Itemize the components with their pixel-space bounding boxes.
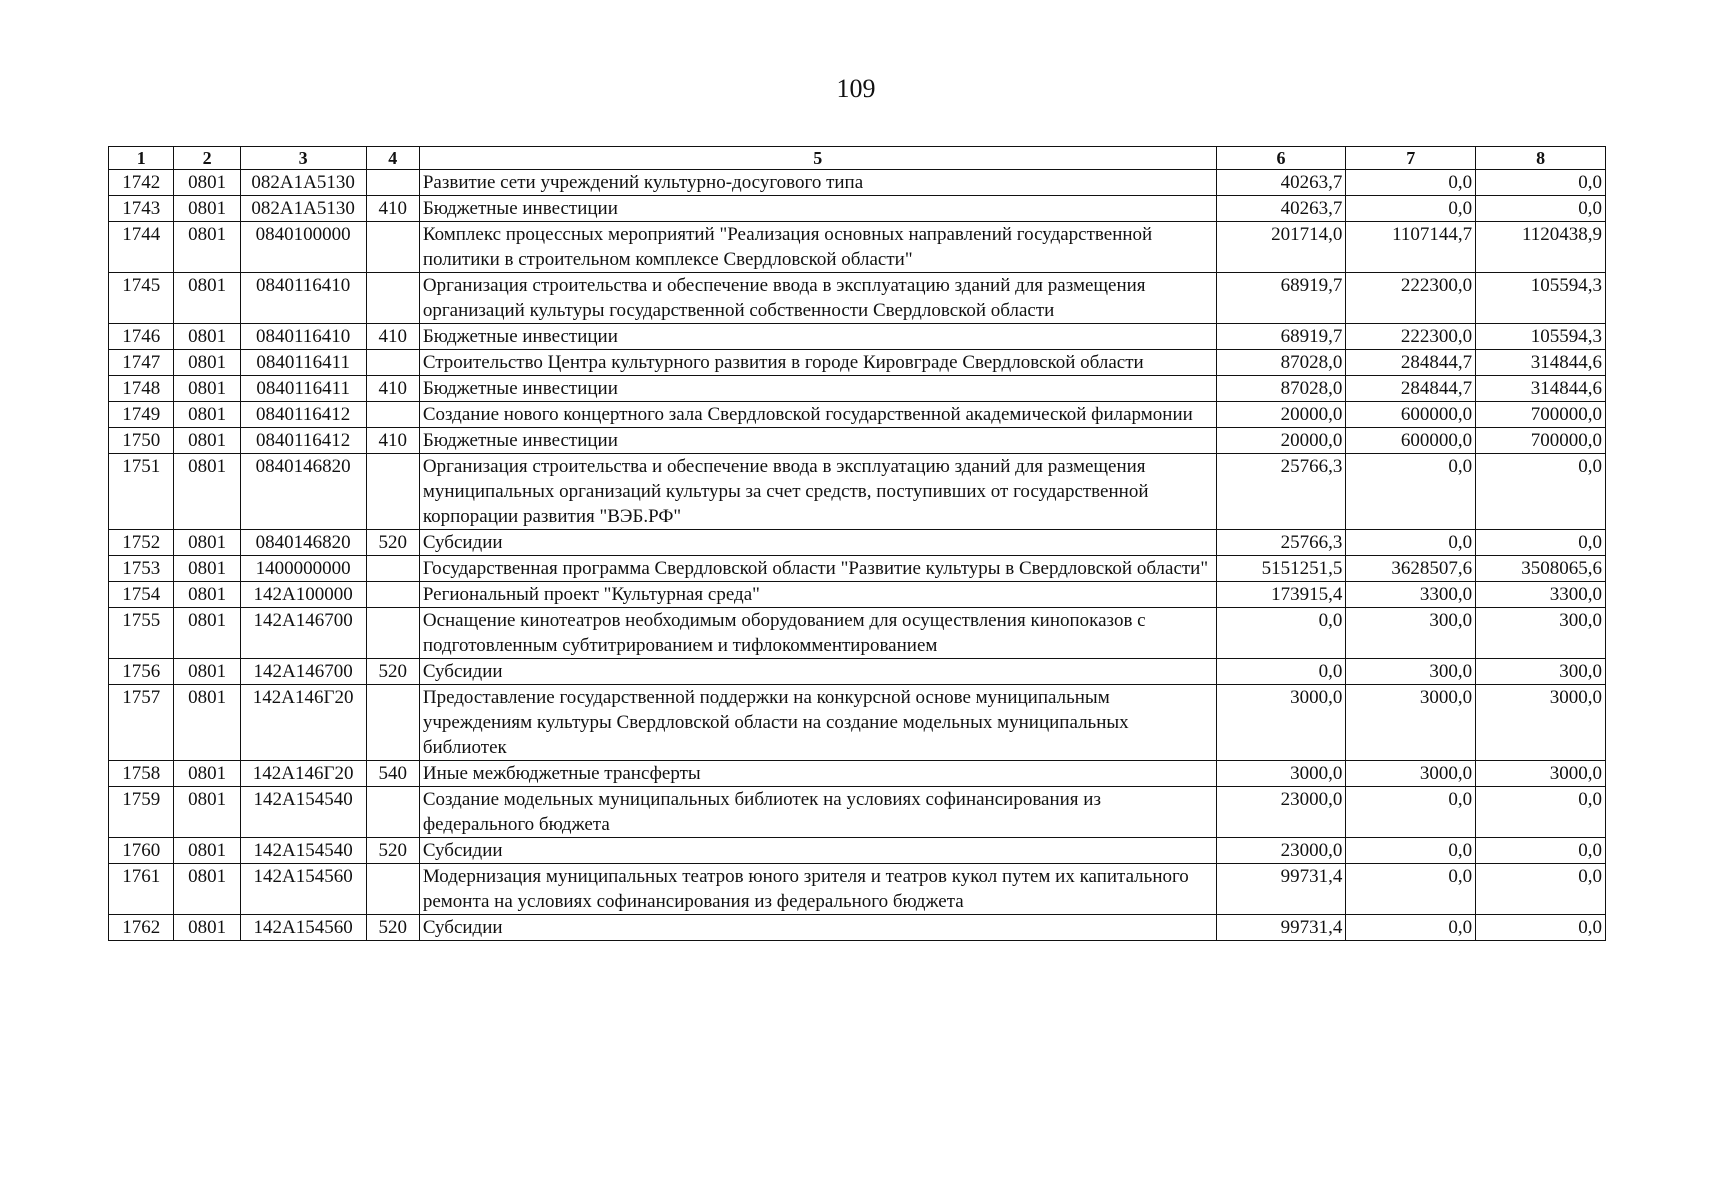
amount-col-6: 5151251,5: [1216, 556, 1346, 582]
section-code: 0801: [174, 273, 240, 324]
table-row: [109, 454, 1606, 530]
expense-type-code: 410: [366, 428, 419, 454]
table-row: [109, 582, 1606, 608]
amount-col-8: 300,0: [1476, 659, 1606, 685]
amount-col-7: 0,0: [1346, 838, 1476, 864]
expense-type-code: [366, 454, 419, 530]
amount-col-8: 700000,0: [1476, 428, 1606, 454]
target-article-code: 142A154560: [240, 864, 366, 915]
target-article-code: 0840146820: [240, 454, 366, 530]
target-article-code: 082A1A5130: [240, 170, 366, 196]
row-number: 1744: [109, 222, 174, 273]
target-article-code: 082A1A5130: [240, 196, 366, 222]
section-code: 0801: [174, 685, 240, 761]
amount-col-7: 0,0: [1346, 196, 1476, 222]
amount-col-7: 222300,0: [1346, 273, 1476, 324]
row-number: 1755: [109, 608, 174, 659]
table-row: [109, 685, 1606, 761]
amount-col-8: 3300,0: [1476, 582, 1606, 608]
expense-type-code: [366, 222, 419, 273]
amount-col-7: 0,0: [1346, 915, 1476, 941]
amount-col-6: 99731,4: [1216, 915, 1346, 941]
table-row: [109, 659, 1606, 685]
table-row: [109, 222, 1606, 273]
section-code: 0801: [174, 582, 240, 608]
row-number: 1760: [109, 838, 174, 864]
row-number: 1754: [109, 582, 174, 608]
amount-col-8: 0,0: [1476, 787, 1606, 838]
amount-col-8: 105594,3: [1476, 273, 1606, 324]
row-number: 1747: [109, 350, 174, 376]
page-number: 109: [836, 74, 876, 103]
amount-col-7: 0,0: [1346, 530, 1476, 556]
target-article-code: 0840116410: [240, 324, 366, 350]
table-row: [109, 915, 1606, 941]
amount-col-6: 25766,3: [1216, 530, 1346, 556]
amount-col-6: 173915,4: [1216, 582, 1346, 608]
section-code: 0801: [174, 864, 240, 915]
target-article-code: 0840116412: [240, 428, 366, 454]
table-row: [109, 864, 1606, 915]
amount-col-6: 23000,0: [1216, 838, 1346, 864]
amount-col-7: 300,0: [1346, 659, 1476, 685]
row-number: 1753: [109, 556, 174, 582]
expense-type-code: [366, 402, 419, 428]
section-code: 0801: [174, 428, 240, 454]
amount-col-8: 0,0: [1476, 530, 1606, 556]
expense-type-code: [366, 582, 419, 608]
expense-type-code: 520: [366, 915, 419, 941]
amount-col-8: 3508065,6: [1476, 556, 1606, 582]
header-row: [109, 147, 1606, 170]
row-number: 1756: [109, 659, 174, 685]
expense-type-code: [366, 350, 419, 376]
description-cell: Региональный проект "Культурная среда": [419, 582, 1216, 608]
section-code: 0801: [174, 608, 240, 659]
expense-type-code: 520: [366, 659, 419, 685]
description-cell: Государственная программа Свердловской области "Развитие культуры в Свердловской области": [419, 556, 1216, 582]
amount-col-7: 284844,7: [1346, 350, 1476, 376]
amount-col-7: 0,0: [1346, 454, 1476, 530]
row-number: 1751: [109, 454, 174, 530]
amount-col-8: 0,0: [1476, 864, 1606, 915]
amount-col-7: 0,0: [1346, 787, 1476, 838]
description-cell: Комплекс процессных мероприятий "Реализация основных направлений государственной политики в строительном комплексе Свердловской области": [419, 222, 1216, 273]
section-code: 0801: [174, 530, 240, 556]
table-row: [109, 350, 1606, 376]
table-body: [109, 170, 1606, 941]
description-cell: Организация строительства и обеспечение ввода в эксплуатацию зданий для размещения муниципальных организаций культуры за счет средств, поступивших от государственной корпорации развития "ВЭБ.РФ": [419, 454, 1216, 530]
description-cell: Бюджетные инвестиции: [419, 196, 1216, 222]
amount-col-7: 3000,0: [1346, 761, 1476, 787]
amount-col-7: 300,0: [1346, 608, 1476, 659]
expense-type-code: 520: [366, 530, 419, 556]
amount-col-6: 87028,0: [1216, 350, 1346, 376]
description-cell: Оснащение кинотеатров необходимым оборудованием для осуществления кинопоказов с подготовленным субтитрированием и тифлокомментированием: [419, 608, 1216, 659]
amount-col-7: 222300,0: [1346, 324, 1476, 350]
column-header: 8: [1476, 147, 1606, 170]
description-cell: Субсидии: [419, 659, 1216, 685]
description-cell: Создание модельных муниципальных библиотек на условиях софинансирования из федерального бюджета: [419, 787, 1216, 838]
table-row: [109, 428, 1606, 454]
table-row: [109, 556, 1606, 582]
expense-type-code: [366, 787, 419, 838]
expense-type-code: [366, 556, 419, 582]
target-article-code: 142A100000: [240, 582, 366, 608]
expense-type-code: 410: [366, 376, 419, 402]
amount-col-6: 68919,7: [1216, 273, 1346, 324]
table-row: [109, 761, 1606, 787]
description-cell: Организация строительства и обеспечение ввода в эксплуатацию зданий для размещения организаций культуры государственной собственности Свердловской области: [419, 273, 1216, 324]
amount-col-8: 700000,0: [1476, 402, 1606, 428]
amount-col-8: 0,0: [1476, 915, 1606, 941]
description-cell: Модернизация муниципальных театров юного зрителя и театров кукол путем их капитального ремонта на условиях софинансирования из федерального бюджета: [419, 864, 1216, 915]
expense-type-code: [366, 170, 419, 196]
target-article-code: 142A146Г20: [240, 685, 366, 761]
amount-col-6: 20000,0: [1216, 402, 1346, 428]
amount-col-6: 25766,3: [1216, 454, 1346, 530]
section-code: 0801: [174, 324, 240, 350]
section-code: 0801: [174, 838, 240, 864]
amount-col-8: 300,0: [1476, 608, 1606, 659]
target-article-code: 142A154540: [240, 787, 366, 838]
target-article-code: 0840116411: [240, 350, 366, 376]
expense-type-code: 410: [366, 196, 419, 222]
description-cell: Субсидии: [419, 838, 1216, 864]
amount-col-7: 1107144,7: [1346, 222, 1476, 273]
description-cell: Бюджетные инвестиции: [419, 324, 1216, 350]
section-code: 0801: [174, 659, 240, 685]
amount-col-6: 40263,7: [1216, 196, 1346, 222]
amount-col-7: 0,0: [1346, 864, 1476, 915]
table-row: [109, 170, 1606, 196]
expense-type-code: [366, 685, 419, 761]
row-number: 1742: [109, 170, 174, 196]
amount-col-6: 87028,0: [1216, 376, 1346, 402]
description-cell: Субсидии: [419, 915, 1216, 941]
amount-col-7: 3628507,6: [1346, 556, 1476, 582]
amount-col-8: 3000,0: [1476, 761, 1606, 787]
table-row: [109, 608, 1606, 659]
target-article-code: 0840116410: [240, 273, 366, 324]
amount-col-8: 0,0: [1476, 838, 1606, 864]
target-article-code: 142A146Г20: [240, 761, 366, 787]
row-number: 1762: [109, 915, 174, 941]
target-article-code: 1400000000: [240, 556, 366, 582]
row-number: 1750: [109, 428, 174, 454]
table-row: [109, 787, 1606, 838]
description-cell: Предоставление государственной поддержки на конкурсной основе муниципальным учреждениям культуры Свердловской области на создание модельных муниципальных библиотек: [419, 685, 1216, 761]
description-cell: Создание нового концертного зала Свердловской государственной академической филармонии: [419, 402, 1216, 428]
section-code: 0801: [174, 915, 240, 941]
row-number: 1761: [109, 864, 174, 915]
table-row: [109, 324, 1606, 350]
column-header: 7: [1346, 147, 1476, 170]
amount-col-8: 105594,3: [1476, 324, 1606, 350]
column-header: 1: [109, 147, 174, 170]
target-article-code: 0840116411: [240, 376, 366, 402]
expense-type-code: 410: [366, 324, 419, 350]
description-cell: Субсидии: [419, 530, 1216, 556]
table-row: [109, 196, 1606, 222]
section-code: 0801: [174, 556, 240, 582]
amount-col-6: 3000,0: [1216, 685, 1346, 761]
section-code: 0801: [174, 350, 240, 376]
amount-col-8: 3000,0: [1476, 685, 1606, 761]
amount-col-6: 99731,4: [1216, 864, 1346, 915]
table-row: [109, 838, 1606, 864]
row-number: 1759: [109, 787, 174, 838]
amount-col-7: 3000,0: [1346, 685, 1476, 761]
amount-col-7: 3300,0: [1346, 582, 1476, 608]
section-code: 0801: [174, 222, 240, 273]
amount-col-6: 0,0: [1216, 659, 1346, 685]
row-number: 1746: [109, 324, 174, 350]
expense-type-code: [366, 608, 419, 659]
column-header: 4: [366, 147, 419, 170]
row-number: 1745: [109, 273, 174, 324]
table-row: [109, 402, 1606, 428]
amount-col-8: 0,0: [1476, 454, 1606, 530]
amount-col-8: 0,0: [1476, 170, 1606, 196]
amount-col-6: 20000,0: [1216, 428, 1346, 454]
section-code: 0801: [174, 196, 240, 222]
description-cell: Строительство Центра культурного развития в городе Кировграде Свердловской области: [419, 350, 1216, 376]
amount-col-7: 284844,7: [1346, 376, 1476, 402]
section-code: 0801: [174, 170, 240, 196]
target-article-code: 0840100000: [240, 222, 366, 273]
amount-col-8: 314844,6: [1476, 376, 1606, 402]
target-article-code: 142A146700: [240, 608, 366, 659]
column-header: 5: [419, 147, 1216, 170]
row-number: 1752: [109, 530, 174, 556]
expense-type-code: [366, 273, 419, 324]
amount-col-7: 0,0: [1346, 170, 1476, 196]
table-row: [109, 376, 1606, 402]
table-row: [109, 530, 1606, 556]
amount-col-8: 1120438,9: [1476, 222, 1606, 273]
amount-col-6: 68919,7: [1216, 324, 1346, 350]
target-article-code: 0840146820: [240, 530, 366, 556]
expense-type-code: 520: [366, 838, 419, 864]
column-header: 6: [1216, 147, 1346, 170]
row-number: 1748: [109, 376, 174, 402]
amount-col-6: 0,0: [1216, 608, 1346, 659]
row-number: 1758: [109, 761, 174, 787]
description-cell: Бюджетные инвестиции: [419, 376, 1216, 402]
row-number: 1757: [109, 685, 174, 761]
description-cell: Бюджетные инвестиции: [419, 428, 1216, 454]
section-code: 0801: [174, 787, 240, 838]
amount-col-6: 3000,0: [1216, 761, 1346, 787]
section-code: 0801: [174, 376, 240, 402]
description-cell: Развитие сети учреждений культурно-досугового типа: [419, 170, 1216, 196]
row-number: 1749: [109, 402, 174, 428]
section-code: 0801: [174, 454, 240, 530]
amount-col-6: 23000,0: [1216, 787, 1346, 838]
section-code: 0801: [174, 402, 240, 428]
target-article-code: 142A146700: [240, 659, 366, 685]
section-code: 0801: [174, 761, 240, 787]
amount-col-8: 314844,6: [1476, 350, 1606, 376]
amount-col-6: 201714,0: [1216, 222, 1346, 273]
table-row: [109, 273, 1606, 324]
amount-col-8: 0,0: [1476, 196, 1606, 222]
amount-col-6: 40263,7: [1216, 170, 1346, 196]
row-number: 1743: [109, 196, 174, 222]
amount-col-7: 600000,0: [1346, 428, 1476, 454]
target-article-code: 0840116412: [240, 402, 366, 428]
description-cell: Иные межбюджетные трансферты: [419, 761, 1216, 787]
expense-type-code: [366, 864, 419, 915]
target-article-code: 142A154540: [240, 838, 366, 864]
expense-type-code: 540: [366, 761, 419, 787]
amount-col-7: 600000,0: [1346, 402, 1476, 428]
column-header: 2: [174, 147, 240, 170]
budget-table: [108, 146, 1606, 941]
target-article-code: 142A154560: [240, 915, 366, 941]
column-header: 3: [240, 147, 366, 170]
